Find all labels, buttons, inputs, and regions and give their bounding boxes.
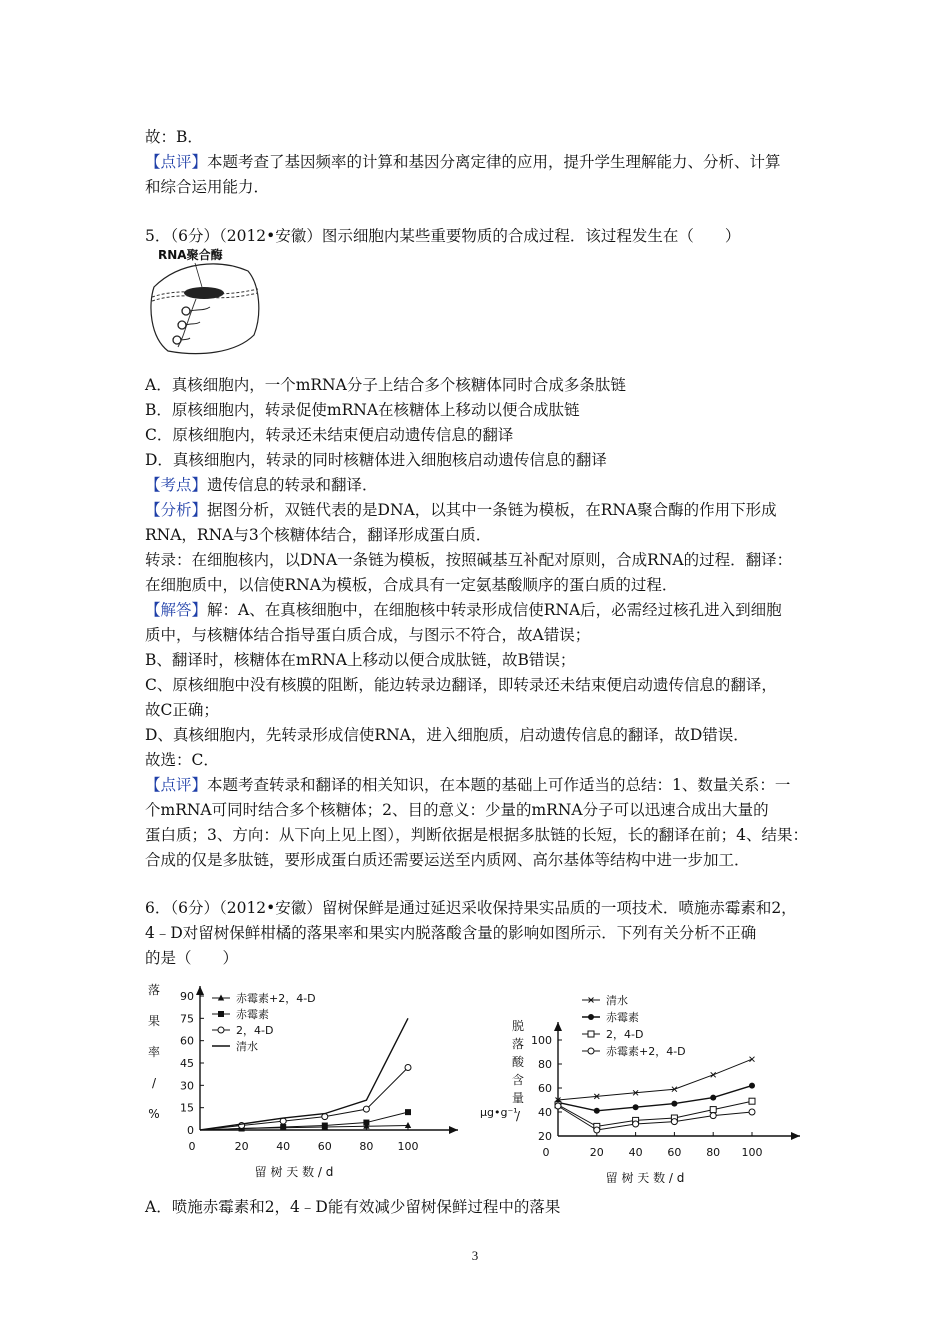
y-axis-label-char: /: [151, 1076, 157, 1090]
q5-analysis-cont: RNA，RNA与3个核糖体结合，翻译形成蛋白质．: [145, 526, 492, 544]
data-point: [555, 1103, 561, 1109]
q6-stem-cont: 4﹣D对留树保鲜柑橘的落果率和果实内脱落酸含量的影响如图所示．下列有关分析不正确: [145, 924, 757, 942]
page-number: 3: [471, 1248, 479, 1263]
rna-polymerase-label: RNA聚合酶: [158, 248, 223, 262]
legend-label: 清水: [236, 1040, 258, 1053]
y-tick-label: 80: [538, 1058, 552, 1071]
data-point: [588, 1031, 594, 1037]
data-point: [218, 1027, 224, 1033]
q5-answer-cont: D、真核细胞内，先转录形成信使RNA，进入细胞质，启动遗传信息的翻译，故D错误．: [145, 726, 749, 744]
data-point: [405, 1064, 411, 1070]
data-point: [633, 1104, 639, 1110]
series-line: [200, 1067, 408, 1130]
y-tick-label: 60: [180, 1034, 194, 1048]
x-tick-label: 60: [317, 1140, 332, 1153]
series-line: [200, 1018, 408, 1130]
x-tick-label: 20: [234, 1140, 249, 1153]
fruit-drop-rate-chart: [140, 978, 470, 1183]
data-point: [711, 1072, 716, 1077]
answer-text: 解：A、在真核细胞中，在细胞核中转录形成信使RNA后，必需经过核孔进入到细胞: [207, 601, 782, 619]
legend-label: 2，4-D: [236, 1024, 274, 1037]
comment-tag: 【点评】: [145, 776, 208, 794]
x-axis-arrow: [449, 1126, 458, 1134]
q4-comment: [145, 151, 781, 173]
data-point: [363, 1106, 369, 1112]
legend-label: 清水: [606, 994, 628, 1007]
x-tick-label: 60: [667, 1146, 682, 1159]
q5-analysis-cont: 在细胞质中，以信使RNA为模板，合成具有一定氨基酸顺序的蛋白质的过程．: [145, 576, 678, 594]
q5-answer: [145, 599, 782, 621]
x-axis-label: 留 树 天 数 / d: [254, 1165, 334, 1179]
q6-stem: 6．（6分）（2012•安徽）留树保鲜是通过延迟采收保持果实品质的一项技术．喷施赤霉素和2，: [145, 899, 797, 917]
data-point: [710, 1095, 716, 1101]
y-tick-label: 40: [538, 1106, 552, 1119]
q6-stem-cont: 的是（ ）: [145, 949, 239, 967]
y-axis-unit: μg•g⁻¹: [480, 1106, 518, 1119]
x-axis-arrow: [791, 1132, 800, 1140]
q5-answer-cont: 故C正确；: [145, 701, 219, 719]
q5-stem: 5．（6分）（2012•安徽）图示细胞内某些重要物质的合成过程．该过程发生在（ ）: [145, 227, 741, 245]
y-axis-arrow: [554, 1022, 562, 1031]
y-axis-label-char: 率: [147, 1045, 161, 1059]
y-axis-label-char: 落: [147, 983, 161, 997]
legend-label: 2，4-D: [606, 1028, 644, 1041]
comment-text: 本题考查了基因频率的计算和基因分离定律的应用，提升学生理解能力、分析、计算: [207, 153, 781, 171]
y-axis-label-char: 果: [147, 1014, 161, 1028]
ribosome: [178, 321, 186, 329]
y-axis-label-char: /: [515, 1109, 521, 1123]
q5-option-b: B．原核细胞内，转录促使mRNA在核糖体上移动以便合成肽链: [145, 401, 580, 419]
x-axis-label: 留 树 天 数 / d: [605, 1171, 685, 1183]
y-axis-arrow: [196, 986, 204, 995]
y-axis-label-char: 含: [511, 1073, 525, 1087]
transcription-translation-figure: [140, 245, 265, 360]
y-tick-label: 90: [180, 990, 194, 1003]
data-point: [363, 1120, 369, 1126]
q5-option-a: A．真核细胞内，一个mRNA分子上结合多个核糖体同时合成多条肽链: [145, 376, 626, 394]
q5-comment-cont: 蛋白质；3、方向：从下向上见上图），判断依据是根据多肽链的长短，长的翻译在前；4、结果：: [145, 826, 808, 844]
y-tick-label: 15: [180, 1101, 194, 1115]
rna-polymerase: [184, 287, 224, 299]
q5-answer-cont: C、原核细胞中没有核膜的阻断，能边转录边翻译，即转录还未结束便启动遗传信息的翻译，: [145, 676, 777, 694]
answer-tag: 【解答】: [145, 601, 208, 619]
q5-option-c: C．原核细胞内，转录还未结束便启动遗传信息的翻译: [145, 426, 514, 444]
x-tick-label: 0: [188, 1140, 196, 1153]
q5-answer-cont: B、翻译时，核糖体在mRNA上移动以便合成肽链，故B错误；: [145, 651, 576, 669]
data-point: [594, 1127, 600, 1133]
legend-label: 赤霉素+2，4-D: [236, 992, 316, 1005]
x-tick-label: 80: [359, 1140, 374, 1153]
data-point: [633, 1121, 639, 1127]
y-tick-label: 60: [538, 1082, 552, 1095]
data-point: [750, 1057, 755, 1062]
y-axis-label-char: 酸: [511, 1055, 525, 1069]
y-tick-label: 45: [180, 1057, 194, 1070]
point-tag: 【考点】: [145, 476, 208, 494]
q4-comment-cont: 和综合运用能力．: [145, 178, 270, 196]
y-axis-label-char: 脱: [511, 1019, 525, 1033]
peptide-chain: [186, 322, 200, 325]
data-point: [594, 1108, 600, 1114]
x-tick-label: 80: [706, 1146, 721, 1159]
y-tick-label: 100: [531, 1034, 552, 1047]
analysis-text: 据图分析，双链代表的是DNA，以其中一条链为模板，在RNA聚合酶的作用下形成: [207, 501, 777, 519]
ribosome: [182, 307, 190, 315]
q4-answer: 故：B．: [145, 128, 203, 146]
y-axis-label-char: 落: [511, 1037, 525, 1051]
data-point: [749, 1109, 755, 1115]
x-tick-label: 20: [589, 1146, 604, 1159]
q5-analysis-cont: 转录：在细胞核内，以DNA一条链为模板，按照碱基互补配对原则，合成RNA的过程．翻译：: [145, 551, 793, 569]
y-tick-label: 30: [180, 1079, 194, 1093]
x-tick-label: 0: [542, 1146, 550, 1159]
x-tick-label: 100: [741, 1146, 763, 1159]
comment-tag: 【点评】: [145, 153, 208, 171]
q5-point: [145, 474, 378, 496]
label-pointer: [195, 263, 202, 287]
data-point: [588, 1014, 594, 1020]
data-point: [671, 1119, 677, 1125]
q5-answer-cont: 质中，与核糖体结合指导蛋白质合成，与图示不符合，故A错误；: [145, 626, 591, 644]
y-axis-label-char: 量: [511, 1091, 525, 1105]
y-tick-label: 75: [180, 1012, 194, 1026]
data-point: [588, 1048, 594, 1054]
point-text: 遗传信息的转录和翻译．: [207, 476, 378, 494]
data-point: [405, 1109, 411, 1115]
ribosome: [173, 336, 181, 344]
x-tick-label: 40: [628, 1146, 643, 1159]
data-point: [710, 1113, 716, 1119]
q6-option-a: A．喷施赤霉素和2，4﹣D能有效减少留树保鲜过程中的落果: [145, 1198, 561, 1216]
q5-answer-cont: 故选：C．: [145, 751, 219, 769]
series-line: [558, 1106, 752, 1130]
y-tick-label: 0: [187, 1124, 194, 1137]
x-tick-label: 100: [397, 1140, 419, 1153]
comment-text: 本题考查转录和翻译的相关知识，在本题的基础上可作适当的总结：1、数量关系：一: [207, 776, 791, 794]
abscisic-acid-content-chart: [470, 978, 815, 1183]
data-point: [405, 1122, 411, 1128]
q5-option-d: D．真核细胞内，转录的同时核糖体进入细胞核启动遗传信息的翻译: [145, 451, 607, 469]
legend-label: 赤霉素: [606, 1011, 639, 1024]
x-tick-label: 40: [276, 1140, 291, 1153]
data-point: [749, 1098, 755, 1104]
y-axis-label-char: %: [148, 1107, 160, 1121]
y-tick-label: 20: [538, 1130, 552, 1143]
legend-label: 赤霉素+2，4-D: [606, 1045, 686, 1058]
data-point: [218, 1011, 224, 1017]
q5-comment: [145, 774, 790, 796]
data-point: [710, 1107, 716, 1113]
q5-comment-cont: 个mRNA可同时结合多个核糖体；2、目的意义：少量的mRNA分子可以迅速合成出大量的: [145, 801, 769, 819]
analysis-tag: 【分析】: [145, 501, 208, 519]
q5-comment-cont: 合成的仅是多肽链，要形成蛋白质还需要运送至内质网、高尔基体等结构中进一步加工．: [145, 851, 750, 869]
q5-analysis: [145, 499, 777, 521]
data-point: [671, 1101, 677, 1107]
data-point: [280, 1124, 286, 1130]
data-point: [749, 1083, 755, 1089]
data-point: [322, 1123, 328, 1129]
legend-label: 赤霉素: [236, 1008, 269, 1021]
